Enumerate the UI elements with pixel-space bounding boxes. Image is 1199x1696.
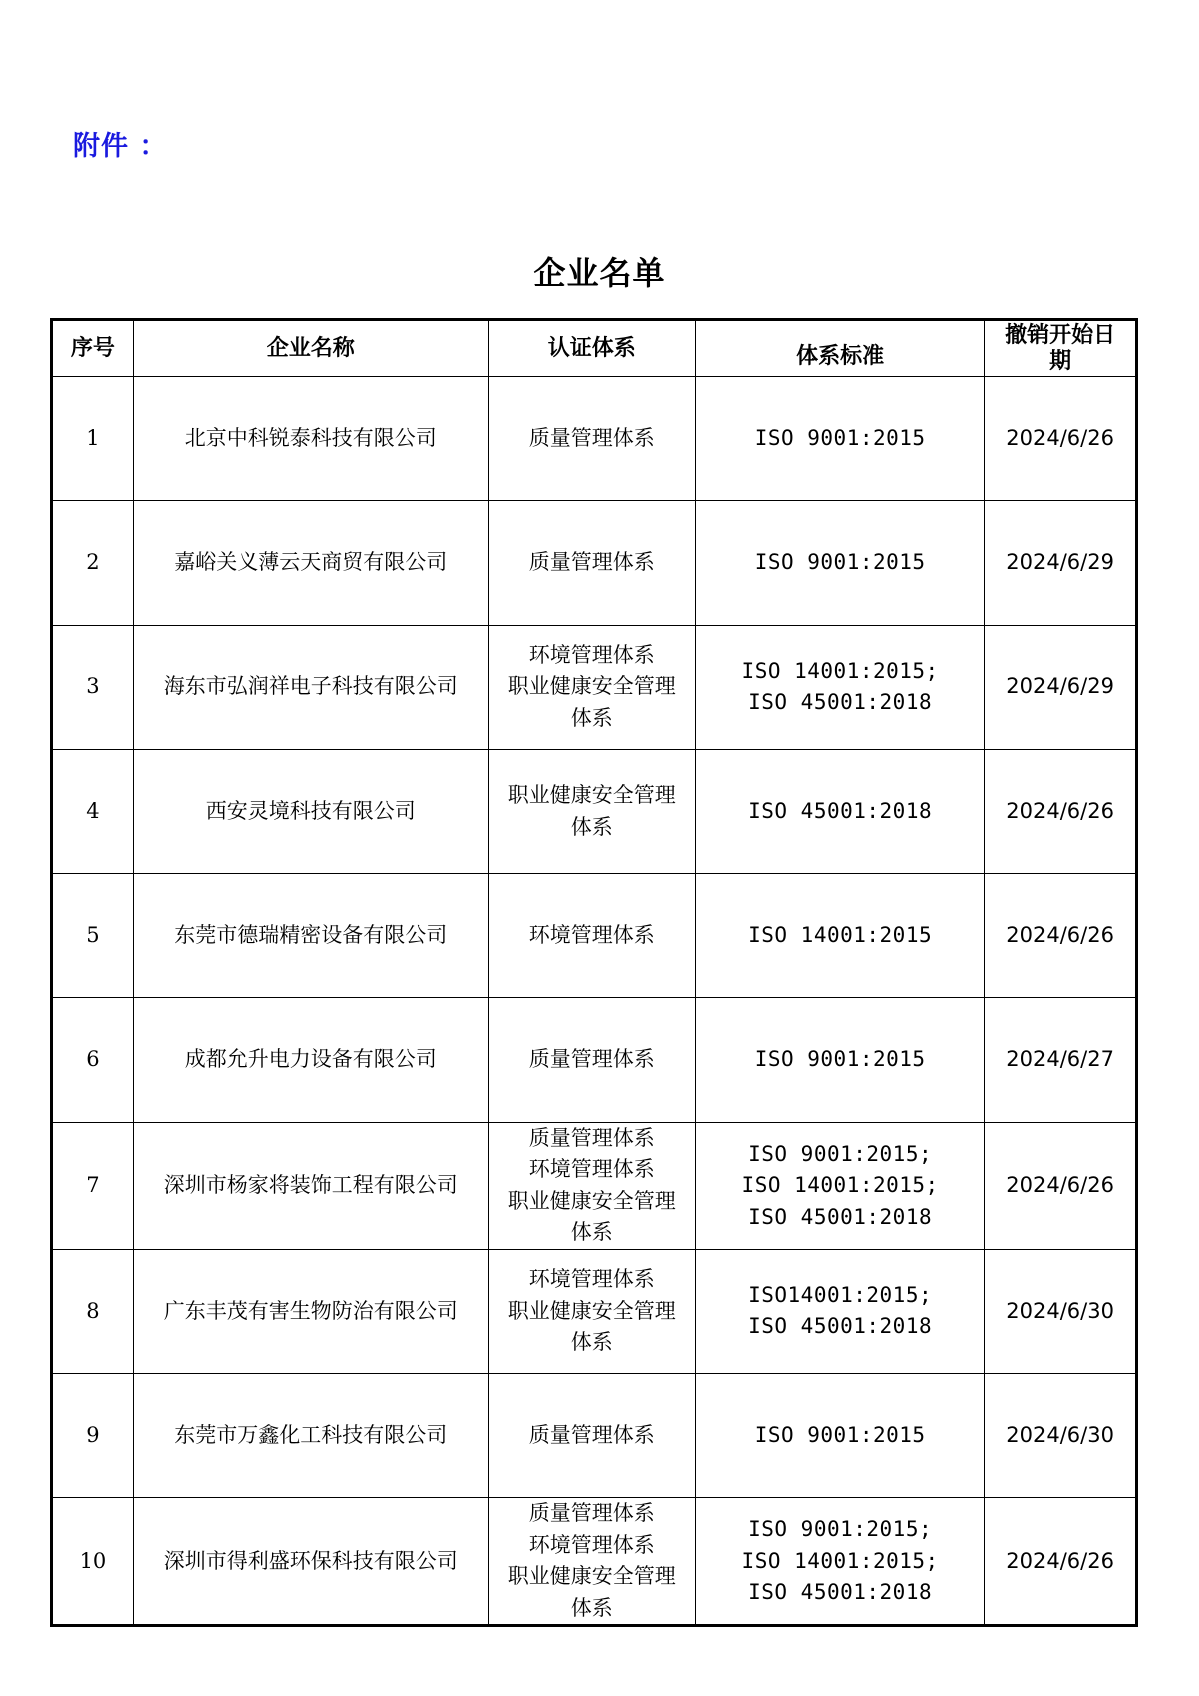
- table-row: [52, 1249, 1137, 1373]
- company-name: 深圳市杨家将装饰工程有限公司: [133, 1122, 488, 1249]
- system-line: 环境管理体系: [528, 923, 655, 948]
- company-name: 嘉峪关义薄云天商贸有限公司: [133, 501, 488, 625]
- system-line: 职业健康安全管理: [507, 783, 676, 808]
- standard-line: ISO 9001:2015;: [748, 1517, 933, 1542]
- system-standard: [696, 998, 985, 1122]
- standard-line: ISO 9001:2015: [754, 425, 926, 450]
- row-number: 10: [52, 1498, 134, 1626]
- company-name: 广东丰茂有害生物防治有限公司: [133, 1249, 488, 1373]
- company-table: [50, 318, 1138, 1627]
- standard-line: ISO 14001:2015;: [741, 1173, 939, 1198]
- revocation-date: 2024/6/29: [985, 501, 1137, 625]
- table-row: [52, 377, 1137, 501]
- revocation-date: 2024/6/26: [985, 749, 1137, 873]
- table-row: [52, 1122, 1137, 1249]
- table-row: [52, 749, 1137, 873]
- row-number: 8: [52, 1249, 134, 1373]
- header-company: 企业名称: [133, 320, 488, 377]
- header-no: 序号: [52, 320, 134, 377]
- system-line: 质量管理体系: [528, 425, 655, 450]
- system-line: 职业健康安全管理: [507, 1298, 676, 1323]
- standard-line: ISO 45001:2018: [748, 690, 933, 715]
- company-name: 西安灵境科技有限公司: [133, 749, 488, 873]
- system-line: 质量管理体系: [528, 550, 655, 575]
- certification-system: [488, 1249, 695, 1373]
- system-line: 环境管理体系: [528, 1157, 655, 1182]
- system-line: 体系: [570, 1220, 613, 1245]
- system-standard: [696, 1498, 985, 1626]
- revocation-date: 2024/6/26: [985, 1122, 1137, 1249]
- company-name: 成都允升电力设备有限公司: [133, 998, 488, 1122]
- system-line: 质量管理体系: [528, 1047, 655, 1072]
- system-line: 职业健康安全管理: [507, 1564, 676, 1589]
- revocation-date: 2024/6/26: [985, 377, 1137, 501]
- row-number: 1: [52, 377, 134, 501]
- revocation-date: 2024/6/30: [985, 1374, 1137, 1498]
- company-name: 东莞市万鑫化工科技有限公司: [133, 1374, 488, 1498]
- standard-line: ISO 45001:2018: [748, 1204, 933, 1229]
- company-name: 深圳市得利盛环保科技有限公司: [133, 1498, 488, 1626]
- system-standard: [696, 501, 985, 625]
- table-row: [52, 998, 1137, 1122]
- row-number: 2: [52, 501, 134, 625]
- company-name: 海东市弘润祥电子科技有限公司: [133, 625, 488, 749]
- table-row: [52, 625, 1137, 749]
- header-standard: 体系标准: [696, 320, 985, 377]
- certification-system: [488, 1374, 695, 1498]
- system-standard: [696, 749, 985, 873]
- standard-line: ISO 45001:2018: [748, 1314, 933, 1339]
- standard-line: ISO 14001:2015: [748, 923, 933, 948]
- standard-line: ISO 9001:2015: [754, 1422, 926, 1447]
- standard-line: ISO 9001:2015;: [748, 1141, 933, 1166]
- row-number: 9: [52, 1374, 134, 1498]
- standard-line: ISO14001:2015;: [748, 1282, 933, 1307]
- system-line: 质量管理体系: [528, 1422, 655, 1447]
- table-row: [52, 1374, 1137, 1498]
- system-standard: [696, 377, 985, 501]
- row-number: 5: [52, 874, 134, 998]
- revocation-date: 2024/6/30: [985, 1249, 1137, 1373]
- certification-system: [488, 625, 695, 749]
- certification-system: [488, 1498, 695, 1626]
- system-line: 环境管理体系: [528, 1267, 655, 1292]
- system-line: 质量管理体系: [528, 1125, 655, 1150]
- system-standard: [696, 625, 985, 749]
- revocation-date: 2024/6/27: [985, 998, 1137, 1122]
- certification-system: [488, 749, 695, 873]
- revocation-date: 2024/6/26: [985, 874, 1137, 998]
- attachment-label: 附件 ：: [73, 131, 168, 162]
- standard-line: ISO 45001:2018: [748, 798, 933, 823]
- standard-line: ISO 9001:2015: [754, 1047, 926, 1072]
- row-number: 4: [52, 749, 134, 873]
- row-number: 6: [52, 998, 134, 1122]
- table-row: [52, 501, 1137, 625]
- system-line: 职业健康安全管理: [507, 1188, 676, 1213]
- system-standard: [696, 1374, 985, 1498]
- system-line: 体系: [570, 814, 613, 839]
- certification-system: [488, 998, 695, 1122]
- system-line: 体系: [570, 1330, 613, 1355]
- standard-line: ISO 14001:2015;: [741, 1548, 939, 1573]
- revocation-date: 2024/6/29: [985, 625, 1137, 749]
- standard-line: ISO 45001:2018: [748, 1580, 933, 1605]
- table-row: [52, 874, 1137, 998]
- system-line: 体系: [570, 705, 613, 730]
- certification-system: [488, 501, 695, 625]
- standard-line: ISO 9001:2015: [754, 550, 926, 575]
- system-line: 环境管理体系: [528, 642, 655, 667]
- system-line: 质量管理体系: [528, 1501, 655, 1526]
- company-name: 北京中科锐泰科技有限公司: [133, 377, 488, 501]
- table-header-row: [52, 320, 1137, 377]
- certification-system: [488, 874, 695, 998]
- company-name: 东莞市德瑞精密设备有限公司: [133, 874, 488, 998]
- revocation-date: 2024/6/26: [985, 1498, 1137, 1626]
- system-line: 体系: [570, 1595, 613, 1620]
- standard-line: ISO 14001:2015;: [741, 658, 939, 683]
- table-row: [52, 1498, 1137, 1626]
- header-system: 认证体系: [488, 320, 695, 377]
- row-number: 3: [52, 625, 134, 749]
- header-date: 撤销开始日 期: [985, 320, 1137, 377]
- system-standard: [696, 874, 985, 998]
- system-standard: [696, 1122, 985, 1249]
- row-number: 7: [52, 1122, 134, 1249]
- certification-system: [488, 377, 695, 501]
- system-line: 环境管理体系: [528, 1532, 655, 1557]
- page-title: 企业名单: [533, 254, 666, 292]
- system-standard: [696, 1249, 985, 1373]
- system-line: 职业健康安全管理: [507, 674, 676, 699]
- certification-system: [488, 1122, 695, 1249]
